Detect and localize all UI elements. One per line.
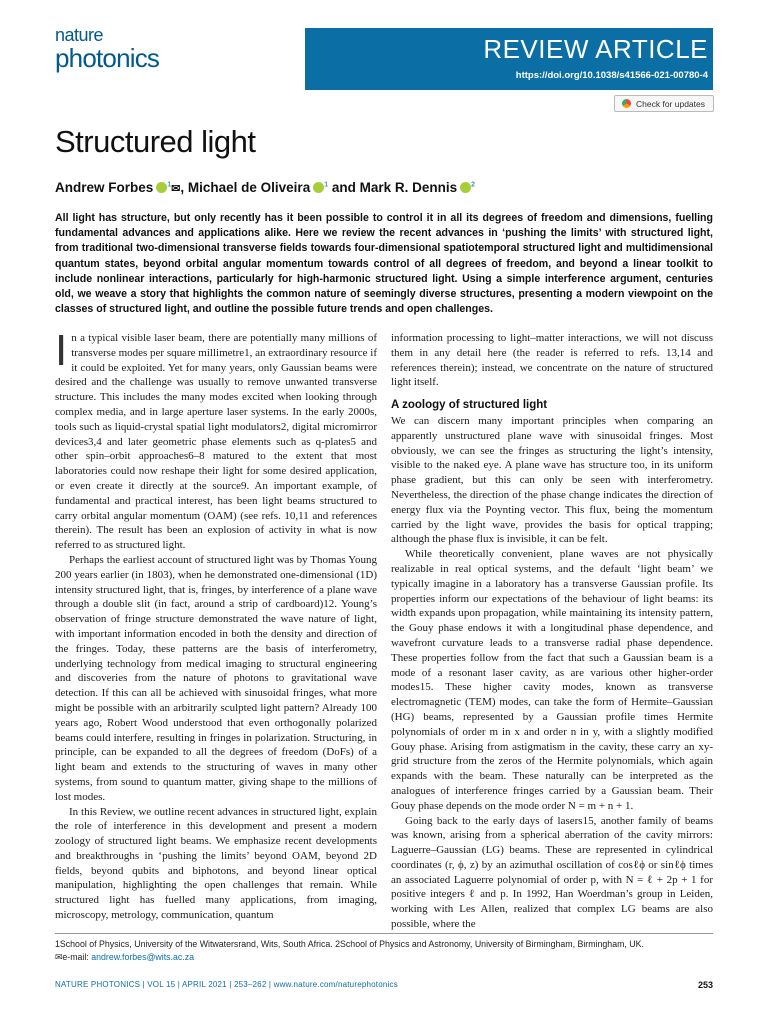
doi-link[interactable]: https://doi.org/10.1038/s41566-021-00780-4 xyxy=(515,70,708,81)
journal-info[interactable]: NATURE PHOTONICS | VOL 15 | APRIL 2021 | 253–262 | www.nature.com/naturephotonics xyxy=(55,980,398,989)
paragraph: Going back to the early days of lasers15, another family of beams was known, arising from a spherical aberration of the cavity mirrors: Laguerre–Gaussian (LG) beams. These are represented in cylindrical coordinates (r, ϕ, z) by an azimuthal oscillation of cosℓϕ or sinℓϕ times an associated Laguerre polynomial of order p, with N = ℓ + 2p + 1 for positive integers ℓ and p. In 1992, Han Woerdman’s group in Leiden, working with Les Allen, realized that complex LG beams are also possible, where the xyxy=(391,814,713,931)
article-type: REVIEW ARTICLE xyxy=(483,34,708,64)
orcid-icon[interactable] xyxy=(313,182,324,193)
footnote xyxy=(55,938,713,963)
paragraph: Perhaps the earliest account of structured light was by Thomas Young 200 years earlier (in 1803), when he demonstrated one-dimensional (1D) intensity structured light, that is, fringes, by interference of a plane wave through a double slit (in fact, around a strip of cardboard)12. Young’s observation of fringe structure demonstrated the wave nature of light, with important information encoded in both the density and direction of the fringes. Today, these patterns are the basis of interferometry, underlying technology from medical imaging to structural engineering and discoveries from the nature of photons to gravitational wave detection. If this can all be achieved with sinusoidal fringes, what more might be possible with an arbitrarily sculpted light pattern? Already 100 years ago, Robert Wood understood that even orthogonally polarized beams could interfere, resulting in fringes in polarization. Structuring, in principle, can be expanded to all the degrees of freedom (DoFs) of a light beam and extends to the structuring of waves in many other systems, from sound to quantum matter, giving shape to the millions of lost modes. xyxy=(55,553,377,803)
article-title: Structured light xyxy=(55,124,256,159)
email-label: ✉e-mail: xyxy=(55,951,92,962)
author-name[interactable]: Andrew Forbes xyxy=(55,180,154,195)
paragraph: In this Review, we outline recent advances in structured light, explain the role of interference in this development and present a modern zoology of structured light beams. We emphasize recent developments and breakthroughs in ‘pushing the limits’ beyond OAM, beyond 2D fields, beyond qubits and biphotons, and beyond linear optical manipulation, highlighting the open challenges that remain. While structured light has fuelled many applications, from imaging, microscopy, metrology, communication, quantum xyxy=(55,805,377,922)
drop-cap: I xyxy=(55,326,68,375)
author-list xyxy=(55,180,475,195)
crossmark-icon xyxy=(622,99,631,108)
affiliations: 1School of Physics, University of the Witwatersrand, Wits, South Africa. 2School of Physics and Astronomy, University of Birmingham, Birmingham, UK. xyxy=(55,939,644,949)
check-updates-label: Check for updates xyxy=(636,98,705,109)
section-heading: A zoology of structured light xyxy=(391,399,548,412)
footnote-divider xyxy=(55,933,713,934)
body-column-left xyxy=(55,326,377,923)
paragraph: information processing to light–matter interactions, we will not discuss them in any detail here (the reader is referred to refs. 13,14 and references therein); instead, we concentrate on the nature of structured light itself. xyxy=(391,332,713,389)
affiliation-marker: 1 xyxy=(324,181,329,189)
paragraph: We can discern many important principles when comparing an apparently unstructured plane wave with sinusoidal fringes. Most obviously, we can see the fringes as structuring the light’s intensity, visible to the naked eye. A plane wave has structure too, in its uniform phase gradient, but this can only be seen with interferometry. Nevertheless, the direction of the phase change indicates the direction of energy flux via the Poynting vector. This flux, being the momentum carried by the light wave, provides the basis for optical trapping; although the phase flux is invisible, it can be felt. xyxy=(391,414,713,546)
header-banner xyxy=(0,0,768,92)
check-updates-button[interactable] xyxy=(614,95,714,112)
journal-logo-line1: nature xyxy=(55,25,104,45)
envelope-icon: ✉ xyxy=(171,183,181,195)
author-name[interactable]: , Michael de Oliveira xyxy=(180,180,311,195)
body-column-right xyxy=(391,331,713,932)
page-number: 253 xyxy=(697,980,713,990)
journal-logo-line2: photonics xyxy=(55,43,160,73)
correspondence xyxy=(55,951,713,964)
abstract: All light has structure, but only recently has it been possible to control it in all its degrees of freedom and dimensions, fuelling fundamental advances and applications alike. Here we review the recent advances in ‘pushing the limits’ with structured light, from traditional two-dimensional transverse fields towards four-dimensional spatiotemporal structured light and multidimensional quantum states, beyond orbital angular momentum towards control of all degrees of freedom, and beyond a linear toolkit to include nonlinear interactions, particularly for high-harmonic structured light. Using a simple interference argument, centuries old, we weave a story that highlights the common nature of seemingly diverse structures, presenting a modern viewpoint on the classes of structured light, and outline the possible future trends and open challenges. xyxy=(55,212,713,316)
paragraph: n a typical visible laser beam, there are potentially many millions of transverse modes per square millimetre1, an extraordinary resource if it could be exploited. Yet for many years, only Gaussian beams were desired and the challenge was usually to remove unwanted transverse structure. This includes the many modes excited when looking through complex media, and in large aperture laser systems. In the early 2000s, tools such as liquid-crystal spatial light modulators2, digital micromirror devices3,4 and later geometric phase elements such as q-plates5 and other spin–orbit approaches6–8 matured to the extent that most laboratories could now reshape their light for some desired application, or even create it directly at the source9. An important example, of fundamental and practical interest, has been light beams structured to carry orbital angular momentum (OAM) (see refs. 10,11 and references therein). The result has been an explosion of activity in what is now referred to as structured light. xyxy=(55,332,377,552)
orcid-icon[interactable] xyxy=(156,182,167,193)
author-name[interactable]: and Mark R. Dennis xyxy=(328,180,458,195)
affiliation-marker: 2 xyxy=(471,181,476,189)
journal-logo[interactable] xyxy=(55,26,195,86)
orcid-icon[interactable] xyxy=(460,182,471,193)
paragraph: While theoretically convenient, plane waves are not physically realizable in real optical systems, and the default ‘light beam’ we typically imagine in a laboratory has a transverse Gaussian profile. Its properties inform our expectations of the behaviour of light beams: its width expands upon propagation, while maintaining its intensity pattern, the Gouy phase endows it with a longitudinal phase dependence, and wavefront curvature leads to a transverse radial phase dependence. These properties follow from the fact that such a Gaussian beam is a mode of a resonant laser cavity, as are various other higher-order modes15. These higher cavity modes, known as transverse electromagnetic (TEM) modes, can take the form of Hermite–Gaussian (HG) beams, represented by a Gaussian profile times Hermite polynomials of order m in x and order n in y, with a slightly modified Gouy phase. Arising from astigmatism in the cavity, these carry an xy-grid structure from the zeros of the Hermite polynomials, which again expands with the beam. These naturally can be interpreted as the analogues of interference fringes carried by a Gaussian beam. Their Gouy phase depends on the mode order N = m + n + 1. xyxy=(391,548,713,812)
email-link[interactable]: andrew.forbes@wits.ac.za xyxy=(91,951,195,962)
affiliation-marker: 1 xyxy=(167,181,172,189)
